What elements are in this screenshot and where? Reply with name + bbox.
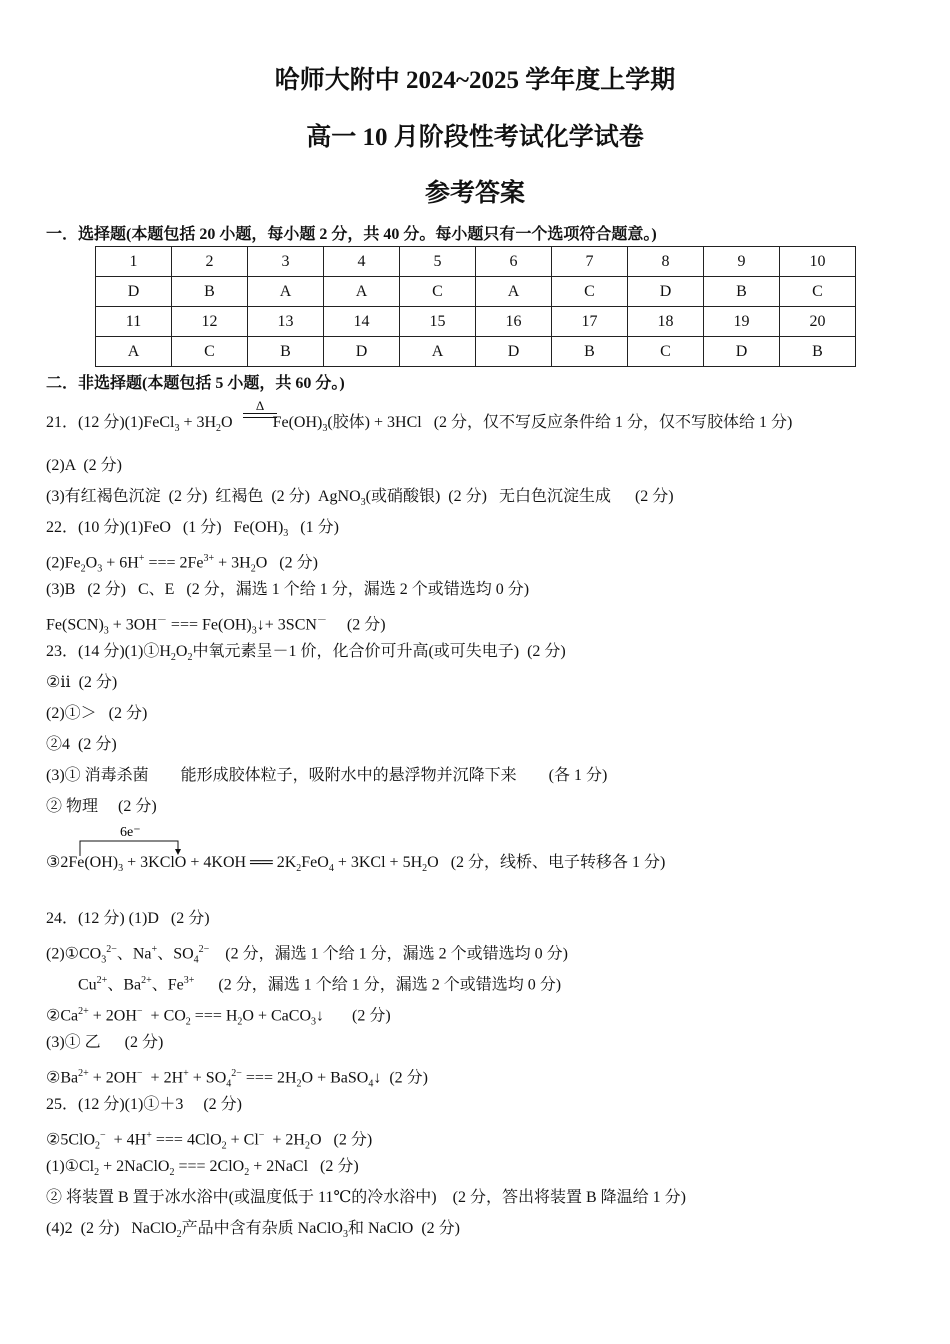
q23-line6: ② 物理 (2 分) <box>46 798 157 815</box>
table-row: 11 12 13 14 15 16 17 18 19 20 <box>96 307 856 337</box>
electron-transfer-bridge <box>78 822 188 856</box>
electron-count-label: 6e⁻ <box>120 825 141 840</box>
q23-line5: (3)① 消毒杀菌 能形成胶体粒子，吸附水中的悬浮物并沉降下来 (各 1 分) <box>46 767 608 784</box>
q23-line4: ②4 (2 分) <box>46 736 117 753</box>
q24-line4: $②Ca^{2+} + 2OH^- + CO_2$ === $H_2O$ + CaCO$_3$↓ (2 分) <box>46 1006 391 1028</box>
q23-line7: $③2Fe(OH)_3$ + 3KClO + 4KOH ══ $2K_2FeO_4 + 3KCl + 5H_2O$ (2 分，线桥、电子转移各 1 分) <box>46 854 666 875</box>
q24-line5: (3)① 乙 (2 分) <box>46 1034 164 1051</box>
q21-line1: 21．(12 分)(1)FeCl$_3$ + $3H_2O$ $Fe(OH)_3$(胶体) + 3HCl (2 分，仅不写反应条件给 1 分，仅不写胶体给 1 分) <box>46 414 793 435</box>
answer-table <box>95 246 856 367</box>
q25-line1: 25．(12 分)(1)①＋3 (2 分) <box>46 1096 242 1113</box>
table-row: 1 2 3 4 5 6 7 8 9 10 <box>96 247 856 277</box>
table-row: D B A A C A C D B C <box>96 277 856 307</box>
q25-line2: ②5ClO$_2$− + 4H+ === $4ClO_2 + Cl^- + 2H_2O$ (2 分) <box>46 1130 373 1152</box>
section-nonchoice-heading: 二．非选择题(本题包括 5 小题，共 60 分。) <box>46 375 345 392</box>
q22-line1: 22．(10 分)(1)FeO (1 分) $Fe(OH)_3$ (1 分) <box>46 519 339 540</box>
q23-line1: 23．(14 分)$(1)①H_2O_2$中氧元素呈－1 价，化合价可升高(或可失电子) (2 分) <box>46 643 566 664</box>
title-school: 哈师大附中 2024~2025 学年度上学期 <box>274 67 676 94</box>
q24-line6: $②Ba^{2+} + 2OH^- + 2H^+ + SO_4^{2-}$ === $2H_2O$ + BaSO$_4$↓ (2 分) <box>46 1068 428 1090</box>
q23-line2: ②ⅱ (2 分) <box>46 674 118 691</box>
q22-line2: $(2)Fe_2O_3 + 6H^+$ === $2Fe^{3+} + 3H_2O$ (2 分) <box>46 553 318 575</box>
q21-line3: (3)有红褐色沉淀 (2 分) 红褐色 (2 分) AgNO$_3$(或硝酸银) (2 分) 无白色沉淀生成 (2 分) <box>46 488 674 509</box>
table-row: A C B D A D B C D B <box>96 337 856 367</box>
q25-line5: (4)2 (2 分) NaClO$_2$产品中含有杂质 NaClO$_3$和 NaClO (2 分) <box>46 1220 460 1241</box>
q25-line4: ② 将装置 B 置于冰水浴中(或温度低于 11℃的冷水浴中) (2 分，答出将装置 B 降温给 1 分) <box>46 1189 686 1206</box>
title-answer: 参考答案 <box>424 180 525 207</box>
q25-line3: $(1)①Cl_2$ + 2NaClO$_2$ === 2ClO$_2$ + 2NaCl (2 分) <box>46 1158 359 1179</box>
q24-line1: 24．(12 分) (1)D (2 分) <box>46 910 210 927</box>
section-choice-heading: 一．选择题(本题包括 20 小题，每小题 2 分，共 40 分。每小题只有一个选项符合题意。) <box>46 226 657 243</box>
q23-line3: (2)①＞ (2 分) <box>46 705 148 722</box>
q24-line3: $Cu^{2+}$、$Ba^{2+}$、$Fe^{3+}$ (2 分，漏选 1 个给 1 分，漏选 2 个或错选均 0 分) <box>78 975 562 994</box>
q24-line2: $(2)①CO_3^{2-}$、Na+、$SO_4^{2-}$ (2 分，漏选 1 个给 1 分，漏选 2 个或错选均 0 分) <box>46 944 568 966</box>
q22-line3: (3)B (2 分) C、E (2 分，漏选 1 个给 1 分，漏选 2 个或错选均 0 分) <box>46 581 530 598</box>
heating-condition-mark: Δ <box>243 398 277 428</box>
q21-line2: (2)A (2 分) <box>46 457 122 474</box>
title-exam: 高一 10 月阶段性考试化学试卷 <box>306 124 644 151</box>
q22-line4: $Fe(SCN)_3 + 3OH^-$ === $Fe(OH)_3↓+ 3SCN^-$ (2 分) <box>46 615 386 637</box>
